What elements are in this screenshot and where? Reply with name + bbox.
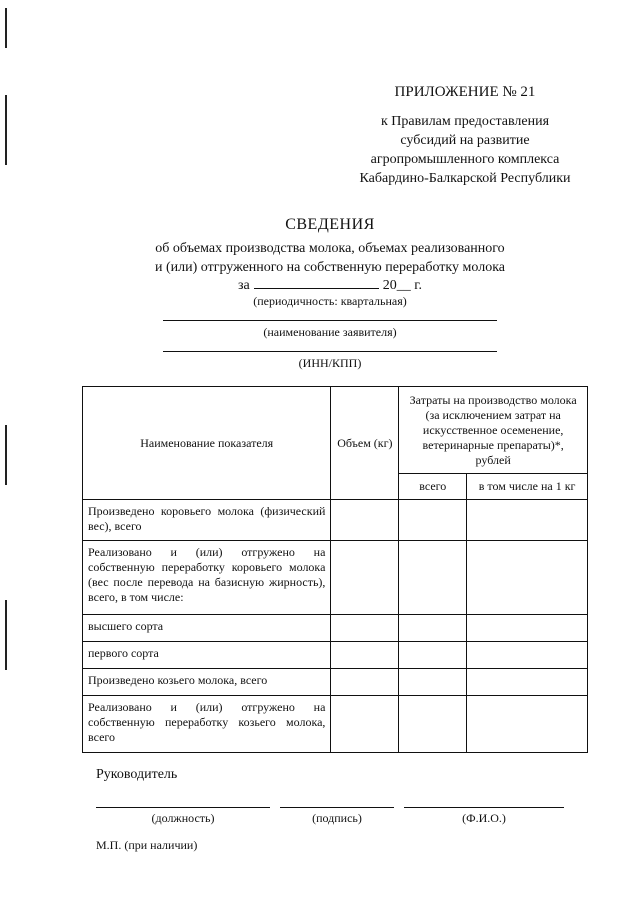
row-label: Реализовано и (или) отгружено на собственную переработку коровьего молока (вес после перевода на базисную жирность), всего, в том числе: xyxy=(83,541,331,615)
applicant-caption: (наименование заявителя) xyxy=(263,325,397,339)
row-label: Произведено козьего молока, всего xyxy=(83,669,331,696)
cell-total[interactable] xyxy=(399,696,467,753)
cell-volume[interactable] xyxy=(331,669,399,696)
applicant-line xyxy=(163,320,497,321)
row-label: высшего сорта xyxy=(83,615,331,642)
cell-per-kg[interactable] xyxy=(467,696,588,753)
header-costs-per-kg: в том числе на 1 кг xyxy=(467,474,588,500)
header-volume: Объем (кг) xyxy=(331,387,399,500)
periodicity-caption: (периодичность: квартальная) xyxy=(253,294,407,308)
cell-volume[interactable] xyxy=(331,615,399,642)
table-row xyxy=(83,696,588,753)
cell-volume[interactable] xyxy=(331,642,399,669)
cell-per-kg[interactable] xyxy=(467,615,588,642)
header-costs: Затраты на производство молока (за исключением затрат на искусственное осеменение, ветеринарные препараты)*, рублей xyxy=(399,387,588,474)
row-label: первого сорта xyxy=(83,642,331,669)
appendix-line: агропромышленного комплекса xyxy=(370,152,560,167)
cell-total[interactable] xyxy=(399,669,467,696)
cell-volume[interactable] xyxy=(331,541,399,615)
period-line xyxy=(110,276,550,294)
header-costs-total: всего xyxy=(399,474,467,500)
header-indicator: Наименование показателя xyxy=(83,387,331,500)
table-row xyxy=(83,500,588,541)
period-blank xyxy=(254,276,379,289)
cell-volume[interactable] xyxy=(331,696,399,753)
cell-total[interactable] xyxy=(399,541,467,615)
stamp-label: М.П. (при наличии) xyxy=(96,838,198,852)
cell-per-kg[interactable] xyxy=(467,642,588,669)
position-line xyxy=(96,807,270,808)
scan-mark xyxy=(5,95,7,165)
signature-line xyxy=(280,807,394,808)
name-caption: (Ф.И.О.) xyxy=(462,811,506,825)
appendix-line: Кабардино-Балкарской Республики xyxy=(359,171,571,186)
cell-per-kg[interactable] xyxy=(467,669,588,696)
row-label: Произведено коровьего молока (физический вес), всего xyxy=(83,500,331,541)
cell-per-kg[interactable] xyxy=(467,541,588,615)
appendix-line: субсидий на развитие xyxy=(400,133,530,148)
period-za: за xyxy=(238,278,250,293)
scan-mark xyxy=(5,8,7,48)
cell-total[interactable] xyxy=(399,615,467,642)
appendix-line: к Правилам предоставления xyxy=(380,114,550,129)
scan-mark xyxy=(5,425,7,485)
cell-per-kg[interactable] xyxy=(467,500,588,541)
table-row xyxy=(83,642,588,669)
position-caption: (должность) xyxy=(151,811,215,825)
table-row xyxy=(83,669,588,696)
inn-line xyxy=(163,351,497,352)
subtitle-line: и (или) отгруженного на собственную переработку молока xyxy=(155,260,505,275)
document-title: СВЕДЕНИЯ xyxy=(285,216,375,233)
table-row xyxy=(83,615,588,642)
signature-caption: (подпись) xyxy=(312,811,362,825)
appendix-block xyxy=(300,83,630,188)
subtitle-line: об объемах производства молока, объемах реализованного xyxy=(155,241,505,256)
cell-volume[interactable] xyxy=(331,500,399,541)
head-label: Руководитель xyxy=(96,767,178,782)
cell-total[interactable] xyxy=(399,500,467,541)
appendix-number: ПРИЛОЖЕНИЕ № 21 xyxy=(394,84,536,100)
row-label: Реализовано и (или) отгружено на собственную переработку козьего молока, всего xyxy=(83,696,331,753)
milk-data-table xyxy=(82,386,588,753)
cell-total[interactable] xyxy=(399,642,467,669)
document-subtitle xyxy=(110,239,550,277)
scan-mark xyxy=(5,600,7,670)
inn-caption: (ИНН/КПП) xyxy=(298,356,362,370)
name-line xyxy=(404,807,564,808)
table-row xyxy=(83,541,588,615)
period-year: 20__ г. xyxy=(382,278,422,293)
